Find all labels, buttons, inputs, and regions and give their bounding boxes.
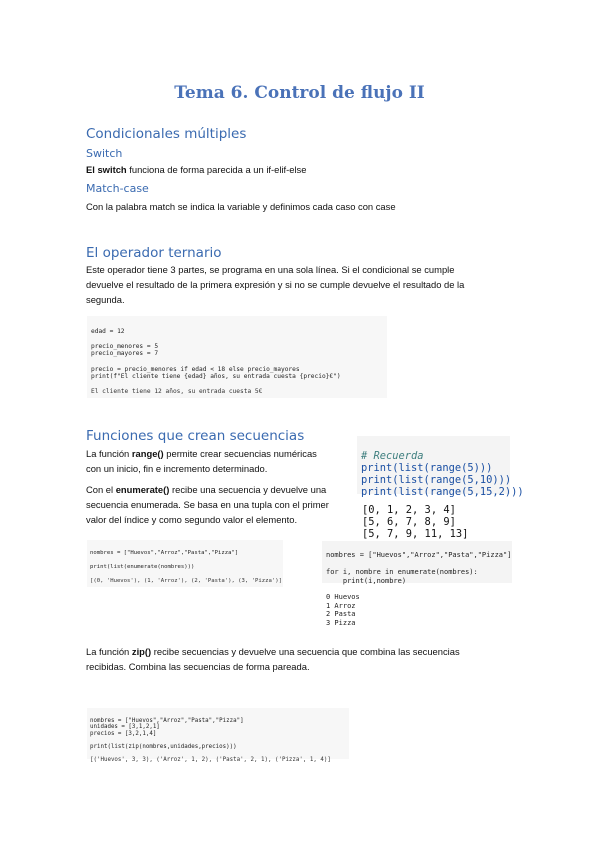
- ternario-line: Este operador tiene 3 partes, se programa en una sola línea. Si el condicional se cumple: [86, 264, 455, 275]
- enumerate-list-code-block: [87, 540, 283, 587]
- enumerate-paragraph: [86, 482, 329, 527]
- enumerate-line: valor del índice y como segundo valor el elemento.: [86, 514, 298, 525]
- code-line: [90, 737, 349, 744]
- code-line: [90, 751, 349, 758]
- code-line: print(i,nombre): [326, 576, 407, 585]
- output-line: [5, 7, 9, 11, 13]: [362, 528, 469, 540]
- code-line: edad = 12: [91, 327, 125, 335]
- section-heading-funciones: Funciones que crean secuencias: [86, 428, 305, 444]
- code-line: print(list(enumerate(nombres))): [90, 564, 195, 570]
- enumerate-keyword: enumerate(): [115, 484, 170, 495]
- ternario-line: segunda.: [86, 294, 125, 305]
- section-heading-condicionales: Condicionales múltiples: [86, 126, 247, 142]
- zip-line: recibidas. Combina las secuencias de forma pareada.: [86, 661, 310, 672]
- range-output: [362, 492, 468, 540]
- output-line: [0, 1, 2, 3, 4]: [362, 504, 456, 516]
- subheading-switch: Switch: [86, 147, 123, 160]
- switch-bold: El switch: [86, 164, 127, 175]
- code-line: nombres = ["Huevos","Arroz","Pasta","Pizza"]: [326, 551, 512, 560]
- code-line: [91, 358, 387, 366]
- enumerate-line: [86, 482, 329, 497]
- range-keyword: range(): [131, 448, 164, 459]
- output-line: [5, 6, 7, 8, 9]: [362, 516, 456, 528]
- code-line: precio = precio_menores if edad < 18 else precio_mayores: [91, 365, 300, 373]
- subheading-match-case: Match-case: [86, 182, 149, 195]
- range-line: con un inicio, fin e incremento determinado.: [86, 463, 268, 474]
- code-line: precio_menores = 5: [91, 342, 159, 350]
- code-line: print(list(zip(nombres,unidades,precios))): [90, 743, 237, 750]
- code-line: [90, 557, 283, 564]
- code-line: unidades = [3,1,2,1]: [90, 724, 160, 731]
- switch-paragraph: [86, 162, 306, 177]
- switch-rest: funciona de forma parecida a un if-elif-else: [126, 164, 307, 175]
- enumerate-line: secuencia enumerada. Se basa en una tupla con el primer: [86, 499, 329, 510]
- code-line: [91, 381, 387, 389]
- zip-code-block: [87, 708, 349, 764]
- code-line: print(list(range(5))): [361, 462, 493, 474]
- code-output-line: [('Huevos', 3, 3), ('Arroz', 1, 2), ('Pasta', 2, 1), ('Pizza', 1, 4)]: [90, 757, 331, 764]
- code-line: print(f"El cliente tiene {edad} años, su entrada cuesta {precio}€"): [91, 373, 341, 381]
- code-line: [326, 585, 511, 593]
- range-line: [86, 446, 317, 461]
- code-line: print(list(range(5,15,2))): [361, 486, 524, 498]
- zip-line: [86, 644, 460, 659]
- code-line: nombres = ["Huevos","Arroz","Pasta","Pizza"]: [90, 717, 244, 724]
- code-line: print(list(range(5,10))): [361, 474, 512, 486]
- range-code-block: [357, 436, 524, 498]
- range-code: [357, 436, 524, 498]
- text-run: La función: [86, 448, 132, 459]
- zip-keyword: zip(): [131, 646, 152, 657]
- code-comment: # Recuerda: [361, 450, 424, 462]
- enumerate-loop-code: [326, 543, 511, 627]
- text-run: Con el: [86, 484, 116, 495]
- ternario-line: devuelve el resultado de la primera expresión y si no se cumple devuelve el resultado de la: [86, 279, 465, 290]
- ternario-code-block: [87, 316, 387, 398]
- text-run: recibe secuencias y devuelve una secuencia que combina las secuencias: [151, 646, 460, 657]
- output-line: 0 Huevos: [326, 593, 360, 602]
- code-line: for i, nombre in enumerate(nombres):: [326, 568, 478, 577]
- code-line: [91, 335, 387, 343]
- code-line: precios = [3,2,1,4]: [90, 730, 157, 737]
- code-line: nombres = ["Huevos","Arroz","Pasta","Pizza"]: [90, 550, 239, 556]
- text-run: recibe una secuencia y devuelve una: [169, 484, 327, 495]
- output-line: 3 Pizza: [326, 618, 356, 627]
- ternario-paragraph: [86, 262, 516, 307]
- page-title: Tema 6. Control de flujo II: [174, 83, 425, 103]
- range-paragraph: [86, 446, 317, 476]
- output-line: 1 Arroz: [326, 601, 356, 610]
- zip-paragraph: [86, 644, 460, 674]
- text-run: permite crear secuencias numéricas: [163, 448, 317, 459]
- code-output-line: El cliente tiene 12 años, su entrada cuesta 5€: [91, 388, 263, 396]
- code-line: precio_mayores = 7: [91, 350, 159, 358]
- match-paragraph: Con la palabra match se indica la variable y definimos cada caso con case: [86, 201, 396, 212]
- text-run: La función: [86, 646, 132, 657]
- code-line: [326, 560, 511, 568]
- output-line: 2 Pasta: [326, 610, 356, 619]
- code-line: [90, 571, 283, 578]
- section-heading-ternario: El operador ternario: [86, 245, 222, 261]
- code-output-line: [(0, 'Huevos'), (1, 'Arroz'), (2, 'Pasta'), (3, 'Pizza')]: [90, 578, 282, 584]
